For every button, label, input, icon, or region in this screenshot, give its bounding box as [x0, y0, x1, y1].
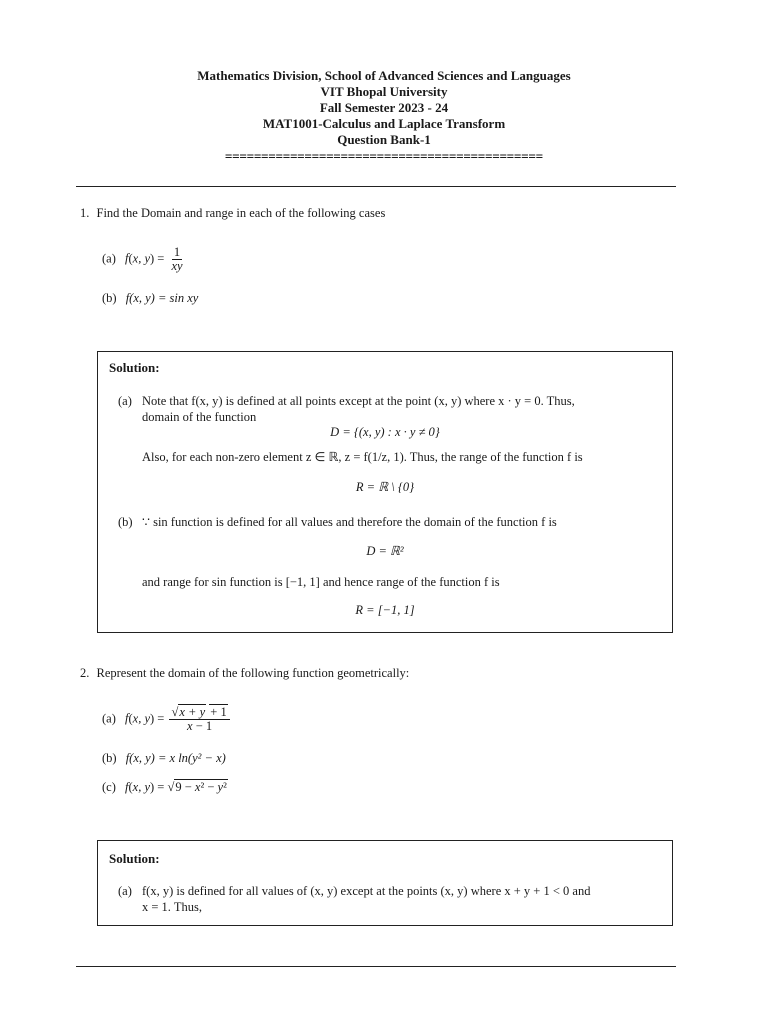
question-1 [80, 205, 385, 221]
sol1-b-text1: ∵ sin function is defined for all values and therefore the domain of the function f is [142, 515, 557, 529]
q2-part-b-label: (b) [102, 751, 117, 765]
q1-part-b-expr: f(x, y) = sin xy [125, 291, 199, 305]
q2-part-a-fraction: $\frac{√x + y + 1}{x - 1}$ [169, 706, 229, 733]
q2-part-c-radicand: 9 − x² − y² [175, 780, 227, 794]
header-course: MAT1001-Calculus and Laplace Transform [262, 116, 506, 131]
solution-1-box [97, 351, 673, 633]
sol1-b-text2: and range for sin function is [−1, 1] and hence range of the function f is [142, 575, 500, 589]
bottom-divider [76, 966, 676, 967]
document-header [0, 68, 768, 164]
q2-part-c-label: (c) [102, 780, 116, 794]
question-1-part-b [102, 290, 198, 306]
q1-part-a-label: (a) [102, 251, 116, 266]
sol2-a-text2: x = 1. Thus, [142, 900, 202, 914]
q2-part-a-label: (a) [102, 711, 116, 726]
question-2-number: 2. [80, 666, 90, 680]
sol1-a-label: (a) [118, 394, 132, 408]
sol1-a-text3: Also, for each non-zero element z ∈ ℝ, z = f(1/z, 1). Thus, the range of the function f is [142, 450, 583, 464]
question-1-text: Find the Domain and range in each of the following cases [96, 206, 386, 220]
sol1-a-text1: Note that f(x, y) is defined at all points except at the point (x, y) where x · y = 0. Thus, [142, 394, 575, 408]
header-semester: Fall Semester 2023 - 24 [319, 100, 449, 115]
question-1-number: 1. [80, 206, 90, 220]
q2-part-b-expr: f(x, y) = x ln(y² − x) [125, 751, 226, 765]
sol1-a-text2: domain of the function [142, 410, 257, 424]
solution-2-title: Solution: [109, 851, 160, 866]
question-2-text: Represent the domain of the following function geometrically: [96, 666, 410, 680]
header-title: Question Bank-1 [337, 132, 431, 147]
header-division: Mathematics Division, School of Advanced Sciences and Languages [197, 68, 571, 83]
question-2-part-b [102, 750, 226, 766]
q1-part-a-fraction: $\frac{1}{xy}$ [171, 245, 183, 273]
solution-1-title: Solution: [109, 360, 160, 375]
sol2-a-label: (a) [118, 884, 132, 898]
header-separator: ============================================ [225, 149, 543, 163]
question-2 [80, 665, 409, 681]
header-university: VIT Bhopal University [320, 84, 448, 99]
question-2-part-c: (c) f(x, y) = √9 − x² − y² [102, 780, 227, 794]
sol1-b-domain-eq: D = ℝ² [366, 544, 404, 558]
sol1-a-domain-eq: D = {(x, y) : x · y ≠ 0} [330, 425, 440, 439]
sol2-a-text1: f(x, y) is defined for all values of (x, y) except at the points (x, y) where x + y + 1 < 0 and [142, 884, 591, 898]
question-2-part-a: (a) f(x, y) = $\frac{√x + y + 1}{x - 1}$ [102, 706, 232, 733]
sol1-b-label: (b) [118, 515, 133, 529]
question-1-part-a: (a) f(x, y) = $\frac{1}{xy}$ [102, 245, 183, 273]
sol1-a-range-eq: R = ℝ \ {0} [355, 480, 415, 494]
solution-2-box [97, 840, 673, 926]
top-divider [76, 186, 676, 187]
sol1-b-range-eq: R = [−1, 1] [355, 603, 415, 617]
q1-part-b-label: (b) [102, 291, 117, 305]
